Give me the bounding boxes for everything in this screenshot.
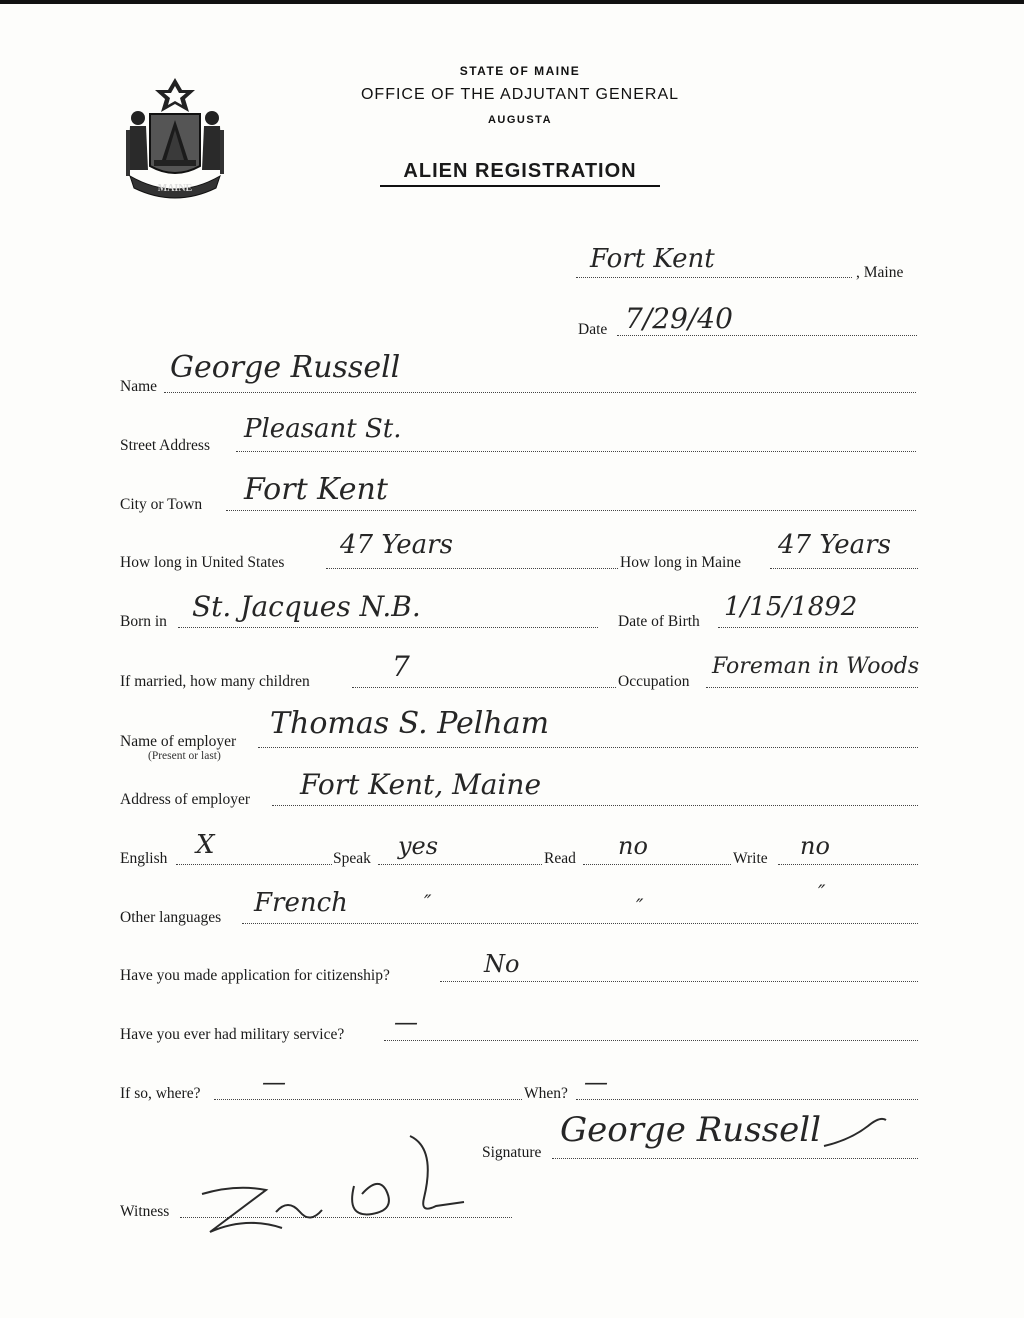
city-label: City or Town	[120, 496, 203, 513]
street-value: Pleasant St.	[244, 414, 402, 444]
signature-value: George Russell	[560, 1110, 821, 1150]
when-value: —	[584, 1068, 608, 1096]
children-label: If married, how many children	[120, 673, 310, 690]
children-value: 7	[392, 650, 410, 683]
name-value: George Russell	[170, 350, 401, 385]
top-border	[0, 0, 1024, 4]
speak-label: Speak	[333, 850, 371, 867]
street-label: Street Address	[120, 437, 210, 454]
occupation-label: Occupation	[618, 673, 690, 690]
write-label: Write	[733, 850, 768, 867]
signature-line	[552, 1158, 918, 1159]
employer-address-label: Address of employer	[120, 791, 250, 808]
other-languages-label: Other languages	[120, 909, 222, 926]
military-label: Have you ever had military service?	[120, 1026, 345, 1043]
employer-address-line	[272, 805, 918, 806]
english-line	[176, 864, 332, 865]
read-line	[583, 864, 731, 865]
write-value: no	[800, 832, 830, 860]
employer-sublabel: (Present or last)	[148, 750, 221, 762]
signature-label: Signature	[482, 1144, 542, 1161]
street-line	[236, 451, 916, 452]
other-languages-speak: ″	[424, 890, 432, 914]
occupation-value: Foreman in Woods	[712, 654, 920, 679]
header-city: AUGUSTA	[487, 114, 553, 126]
children-line	[352, 687, 616, 688]
english-label: English	[120, 850, 168, 867]
name-line	[164, 392, 916, 393]
place-value: Fort Kent	[590, 244, 715, 274]
dob-label: Date of Birth	[618, 613, 700, 630]
born-in-value: St. Jacques N.B.	[192, 590, 421, 623]
maine-state-seal-icon	[120, 74, 230, 202]
other-languages-write: ″	[818, 880, 826, 904]
employer-label: Name of employer	[120, 733, 237, 750]
occupation-line	[706, 687, 918, 688]
name-label: Name	[120, 378, 158, 395]
citizenship-line	[440, 981, 918, 982]
date-label: Date	[578, 321, 608, 338]
employer-address-value: Fort Kent, Maine	[300, 768, 542, 801]
speak-line	[378, 864, 542, 865]
write-line	[778, 864, 918, 865]
signature-flourish-icon	[820, 1112, 890, 1152]
speak-value: yes	[398, 832, 439, 860]
military-line	[384, 1040, 918, 1041]
born-in-label: Born in	[120, 613, 167, 630]
employer-line	[258, 747, 918, 748]
seal-banner-text: MAINE	[157, 183, 193, 194]
where-line	[214, 1099, 522, 1100]
form-title: ALIEN REGISTRATION	[380, 160, 660, 187]
how-long-us-value: 47 Years	[340, 530, 453, 560]
city-line	[226, 510, 916, 511]
how-long-maine-line	[770, 568, 918, 569]
witness-signature-icon	[196, 1128, 476, 1248]
how-long-us-line	[326, 568, 618, 569]
dob-line	[718, 627, 918, 628]
other-languages-line	[242, 923, 918, 924]
how-long-us-label: How long in United States	[120, 554, 285, 571]
place-suffix: , Maine	[856, 264, 904, 281]
other-languages-value: French	[254, 888, 348, 918]
read-label: Read	[544, 850, 576, 867]
when-label: When?	[524, 1085, 568, 1102]
when-line	[576, 1099, 918, 1100]
where-label: If so, where?	[120, 1085, 201, 1102]
header-office: OFFICE OF THE ADJUTANT GENERAL	[360, 86, 680, 103]
citizenship-value: No	[484, 950, 520, 978]
employer-value: Thomas S. Pelham	[270, 706, 550, 741]
english-value: X	[196, 830, 215, 860]
city-value: Fort Kent	[244, 472, 388, 507]
read-value: no	[618, 832, 648, 860]
place-line	[576, 277, 852, 278]
how-long-maine-label: How long in Maine	[620, 554, 741, 571]
military-value: —	[394, 1008, 418, 1036]
witness-label: Witness	[120, 1203, 170, 1220]
where-value: —	[262, 1068, 286, 1096]
date-line	[617, 335, 917, 336]
date-value: 7/29/40	[625, 302, 733, 335]
how-long-maine-value: 47 Years	[778, 530, 891, 560]
citizenship-label: Have you made application for citizenship?	[120, 967, 390, 984]
dob-value: 1/15/1892	[724, 592, 858, 622]
born-in-line	[178, 627, 598, 628]
header-state: STATE OF MAINE	[459, 64, 581, 78]
other-languages-read: ″	[636, 894, 644, 918]
